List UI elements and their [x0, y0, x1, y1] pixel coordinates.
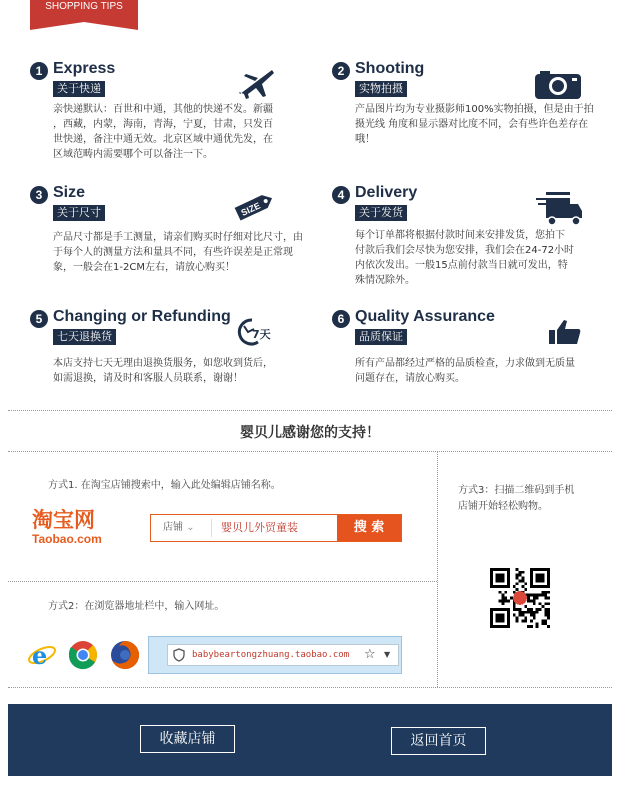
separator	[8, 687, 612, 688]
internet-explorer-icon	[28, 641, 56, 669]
shopping-tips-ribbon: SHOPPING TIPS	[30, 0, 138, 22]
search-button[interactable]: 搜 索	[337, 515, 401, 541]
separator	[8, 451, 612, 452]
svg-text:e: e	[32, 641, 48, 669]
tip-body: 产品尺寸都是手工测量，请亲们购买时仔细对比尺寸，由 于每个人的测量方法和量具不同，有些许误差是正常现 象，一般会在1-2CM左右，请放心购买！	[53, 232, 303, 273]
tip-title: Shooting	[355, 60, 425, 77]
size-tag-icon	[230, 190, 276, 224]
tip-body: 所有产品都经过严格的品质检查，力求做到无质量 问题存在，请放心购买。	[355, 358, 575, 384]
camera-icon	[534, 70, 582, 100]
separator	[8, 581, 437, 582]
tip-number: 2	[332, 62, 350, 80]
method-1-text: 方式1. 在淘宝店铺搜索中，输入此处编辑店铺名称。	[48, 480, 281, 491]
tip-body: 亲快递默认：百世和中通，其他的快递不发。新疆 ，西藏，内蒙，海南，青海，宁夏，甘肃，只发百 世快递，备注中通无效。北京区域中通优先发，在 区域范畴内需要哪个可以备注一下。	[53, 104, 273, 160]
taobao-search-bar	[150, 514, 402, 542]
favorite-shop-button[interactable]: 收藏店铺	[140, 725, 235, 753]
divider	[211, 519, 212, 537]
tip-body: 产品图片均为专业摄影师100%实物拍摄，但是由于拍 摄光线 角度和显示器对比度不同，会有些许色差存在 哦！	[355, 104, 594, 145]
tip-tag: 关于发货	[355, 205, 407, 221]
separator	[8, 410, 612, 411]
tip-title: Express	[53, 60, 116, 77]
tip-number: 3	[30, 186, 48, 204]
airplane-icon	[236, 64, 276, 100]
shield-icon	[173, 648, 185, 662]
search-input[interactable]: 婴贝儿外贸童装	[221, 521, 298, 534]
tip-title: Changing or Refunding	[53, 308, 231, 325]
chevron-down-icon: ⌄	[186, 522, 195, 533]
thumbs-up-icon	[548, 318, 582, 346]
browser-address-bar	[148, 636, 402, 674]
method-3-text: 方式3：扫描二维码到手机 店铺开始轻松购物。	[458, 485, 575, 512]
tip-tag: 品质保证	[355, 329, 407, 345]
tip-tag: 实物拍摄	[355, 81, 407, 97]
dropdown-arrow-icon[interactable]: ▼	[384, 650, 391, 659]
taobao-logo: 淘宝网 Taobao.com	[32, 508, 102, 546]
footer-bar	[8, 704, 612, 776]
bookmark-star-icon[interactable]: ☆	[364, 647, 376, 662]
tip-tag: 关于快递	[53, 81, 105, 97]
qr-code	[490, 568, 550, 628]
tip-title: Quality Assurance	[355, 308, 495, 325]
tip-number: 4	[332, 186, 350, 204]
shop-dropdown[interactable]: 店铺 ⌄	[163, 522, 195, 533]
url-input[interactable]	[167, 644, 399, 666]
seven-days-text: 7天	[252, 328, 271, 341]
tip-tag: 关于尺寸	[53, 205, 105, 221]
tip-title: Size	[53, 184, 86, 201]
tip-number: 1	[30, 62, 48, 80]
tip-number: 6	[332, 310, 350, 328]
firefox-icon	[110, 640, 140, 670]
home-button[interactable]: 返回首页	[391, 727, 486, 755]
tip-tag: 七天退换货	[53, 329, 116, 345]
tip-number: 5	[30, 310, 48, 328]
seven-days-icon	[232, 316, 274, 348]
tip-body: 每个订单都将根据付款时间来安排发货，您拍下 付款后我们会尽快为您安排，我们会在24-72小时 内依次发出。一般15点前付款当日就可发出，特 殊情况除外。	[355, 230, 575, 286]
truck-icon	[534, 190, 584, 228]
separator	[437, 451, 438, 687]
tip-body: 本店支持七天无理由退换货服务，如您收到货后， 如需退换，请及时和客服人员联系，谢谢！	[53, 358, 273, 384]
tip-title: Delivery	[355, 184, 418, 201]
url-text: babybeartongzhuang.taobao.com	[192, 650, 350, 660]
thanks-heading: 婴贝儿感谢您的支持！	[240, 425, 380, 441]
method-2-text: 方式2：在浏览器地址栏中，输入网址。	[48, 601, 225, 612]
chrome-icon	[68, 640, 98, 670]
size-tag-text: SIZE	[239, 200, 262, 218]
